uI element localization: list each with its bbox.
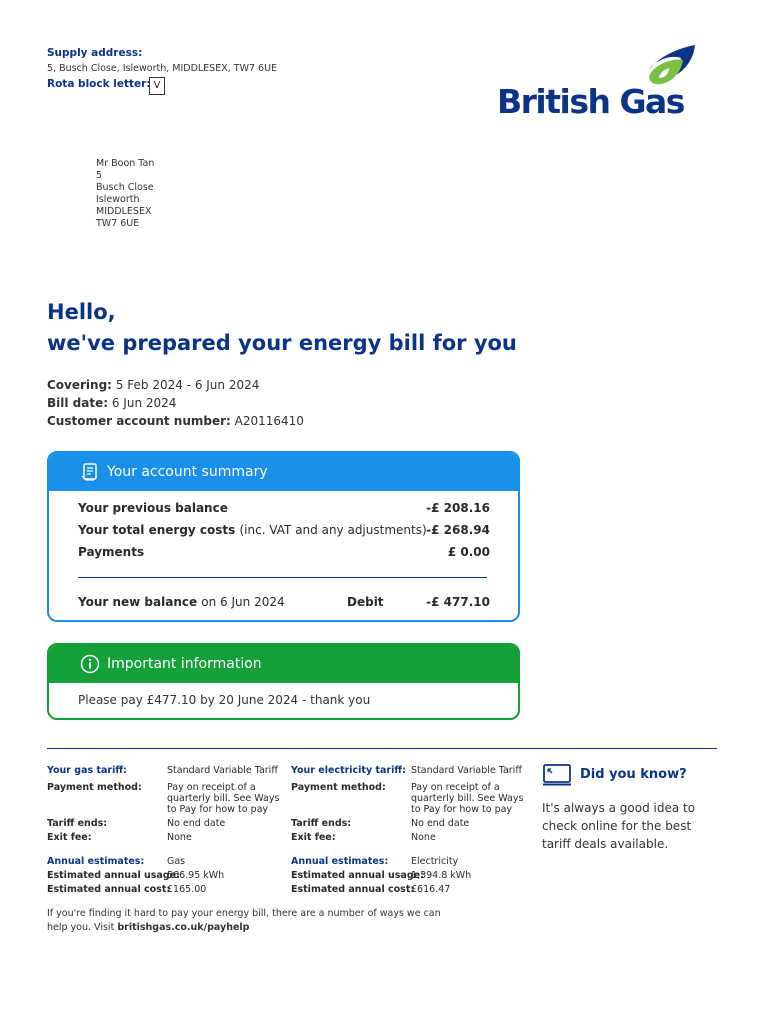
new-balance-date: on 6 Jun 2024 xyxy=(201,595,285,609)
elec-usage-value: 1,394.8 kWh xyxy=(411,870,472,881)
covering-value: 5 Feb 2024 - 6 Jun 2024 xyxy=(115,378,260,392)
address-line: MIDDLESEX xyxy=(96,206,152,217)
energy-costs-note: (inc. VAT and any adjustments) xyxy=(239,523,427,537)
did-you-know-text: It's always a good idea to check online for the best tariff deals available. xyxy=(542,801,696,851)
payment-help-body: If you're finding it hard to pay your energy bill, there are a number of ways we can help you. Visit xyxy=(47,908,441,933)
receipt-icon xyxy=(79,461,101,483)
elec-payment-label: Payment method: xyxy=(291,782,386,793)
elec-usage-label: Estimated annual usage: xyxy=(291,870,424,881)
gas-tariff-label: Your gas tariff: xyxy=(47,765,127,776)
rota-block-value: V xyxy=(149,77,165,95)
gas-cost-value: £165.00 xyxy=(167,884,207,895)
elec-cost-label: Estimated annual cost: xyxy=(291,884,415,895)
gas-ends-label: Tariff ends: xyxy=(47,818,108,829)
previous-balance-row xyxy=(78,501,490,515)
section-divider xyxy=(47,748,717,749)
payments-row xyxy=(78,545,490,559)
important-info-card xyxy=(47,643,520,720)
account-summary-card xyxy=(47,451,520,622)
gas-exit-label: Exit fee: xyxy=(47,832,92,843)
bill-date-label: Bill date: xyxy=(47,396,109,410)
bill-date-value: 6 Jun 2024 xyxy=(111,396,177,410)
did-you-know-title: Did you know? xyxy=(580,767,687,782)
info-icon xyxy=(79,653,101,675)
gas-usage-value: 566.95 kWh xyxy=(167,870,225,881)
recipient-address xyxy=(96,158,154,230)
new-balance-row xyxy=(78,595,490,609)
address-line: 5 xyxy=(96,170,103,181)
elec-exit-label: Exit fee: xyxy=(291,832,336,843)
important-info-text: Please pay £477.10 by 20 June 2024 - thank you xyxy=(78,693,371,707)
elec-annual-value: Electricity xyxy=(411,856,459,867)
payments-amount: £ 0.00 xyxy=(447,545,490,559)
british-gas-logo xyxy=(497,44,697,124)
account-summary-header xyxy=(49,453,518,491)
elec-ends-label: Tariff ends: xyxy=(291,818,352,829)
account-number-value: A20116410 xyxy=(234,414,304,428)
payments-label: Payments xyxy=(78,545,145,559)
debit-label: Debit xyxy=(347,595,384,609)
summary-divider xyxy=(78,577,487,578)
covering-label: Covering: xyxy=(47,378,112,392)
laptop-icon xyxy=(543,764,571,786)
gas-exit-value: None xyxy=(167,832,192,843)
gas-cost-label: Estimated annual cost: xyxy=(47,884,171,895)
address-line: Isleworth xyxy=(96,194,140,205)
gas-usage-label: Estimated annual usage: xyxy=(47,870,180,881)
important-info-title: Important information xyxy=(107,656,262,672)
gas-tariff-labels xyxy=(47,765,127,776)
new-balance-label: Your new balance on 6 Jun 2024 xyxy=(78,595,285,609)
supply-address-value: 5, Busch Close, Isleworth, MIDDLESEX, TW7 6UE xyxy=(47,63,278,74)
new-balance-amount: -£ 477.10 xyxy=(426,595,490,609)
account-summary-title: Your account summary xyxy=(107,464,268,480)
gas-payment-value: Pay on receipt of a quarterly bill. See Ways to Pay for how to pay xyxy=(167,782,280,815)
gas-payment-label: Payment method: xyxy=(47,782,142,793)
greeting-heading xyxy=(47,297,517,359)
elec-payment-value: Pay on receipt of a quarterly bill. See Ways to Pay for how to pay xyxy=(411,782,524,815)
gas-annual-label: Annual estimates: xyxy=(47,856,145,867)
gas-ends-value: No end date xyxy=(167,818,226,829)
energy-costs-row xyxy=(78,523,490,537)
energy-costs-label: Your total energy costs (inc. VAT and any adjustments) xyxy=(78,523,427,537)
elec-cost-value: £616.47 xyxy=(411,884,451,895)
gas-tariff-value: Standard Variable Tariff xyxy=(167,765,278,776)
greeting-line-2: we've prepared your energy bill for you xyxy=(47,331,517,355)
previous-balance-amount: -£ 208.16 xyxy=(426,501,490,515)
gas-annual-value: Gas xyxy=(167,856,186,867)
elec-ends-value: No end date xyxy=(411,818,470,829)
supply-address-label: Supply address: xyxy=(47,47,143,59)
elec-annual-label: Annual estimates: xyxy=(291,856,389,867)
greeting-line-1: Hello, xyxy=(47,300,116,324)
bill-meta xyxy=(47,376,304,430)
address-line: TW7 6UE xyxy=(96,218,140,229)
address-line: Busch Close xyxy=(96,182,154,193)
address-line: Mr Boon Tan xyxy=(96,158,155,169)
important-info-header xyxy=(49,645,518,683)
brand-name: British Gas xyxy=(497,82,684,121)
previous-balance-label: Your previous balance xyxy=(78,501,228,515)
payment-help-link[interactable]: britishgas.co.uk/payhelp xyxy=(117,922,250,933)
payment-help-text xyxy=(47,907,447,935)
elec-tariff-value: Standard Variable Tariff xyxy=(411,765,522,776)
elec-exit-value: None xyxy=(411,832,436,843)
rota-block-label: Rota block letter: xyxy=(47,78,151,90)
account-number-label: Customer account number: xyxy=(47,414,231,428)
elec-tariff-label: Your electricity tariff: xyxy=(291,765,406,776)
energy-costs-amount: -£ 268.94 xyxy=(426,523,490,537)
